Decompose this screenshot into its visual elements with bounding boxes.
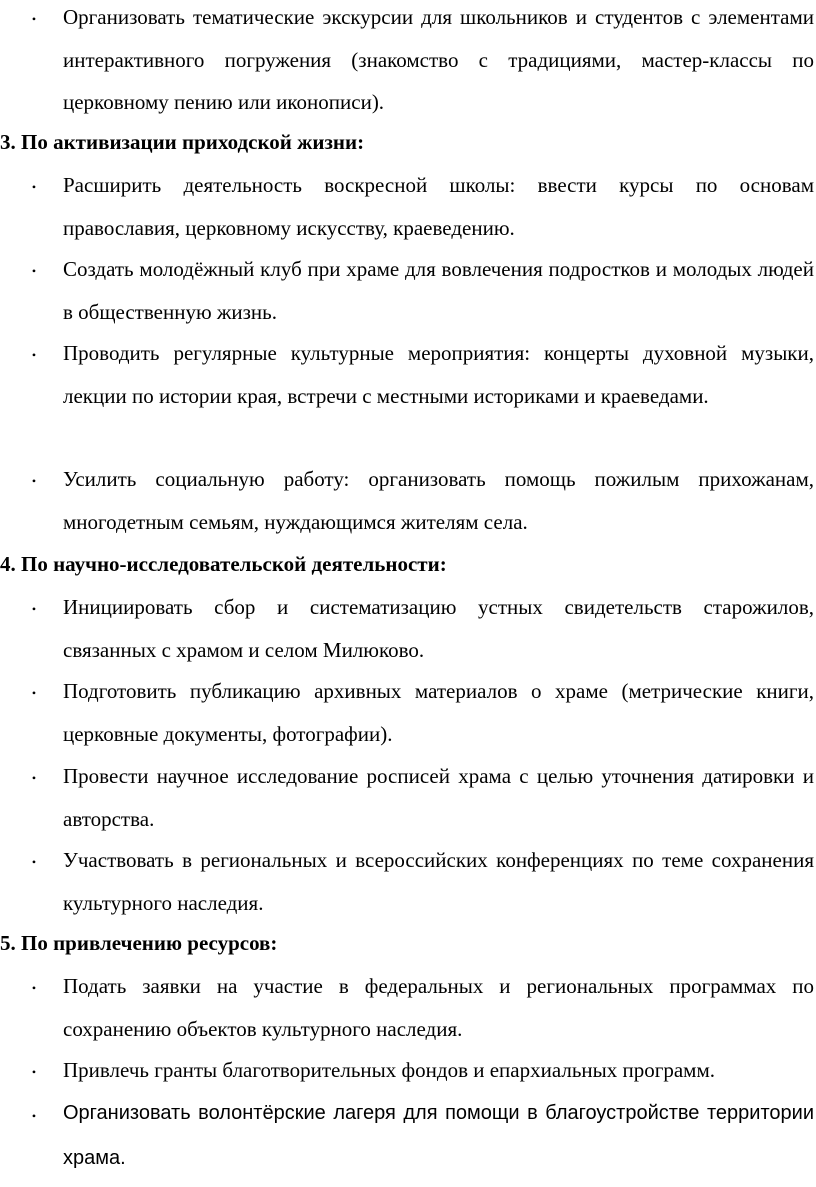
bullet-icon: • bbox=[31, 1109, 37, 1123]
bullet-icon: • bbox=[31, 12, 37, 26]
list-item: Организовать волонтёрские лагеря для помощи в благоустройстве территории храма. bbox=[63, 1102, 814, 1169]
list-item: Расширить деятельность воскресной школы: ввести курсы по основам православия, церковному искусству, краеведению. bbox=[63, 173, 814, 240]
bullet-icon: • bbox=[31, 348, 37, 362]
section-heading: 3. По активизации приходской жизни: bbox=[0, 130, 365, 154]
list-item: Привлечь гранты благотворительных фондов и епархиальных программ. bbox=[63, 1058, 715, 1082]
bullet-icon: • bbox=[31, 1065, 37, 1079]
list-item: Участвовать в региональных и всероссийских конференциях по теме сохранения культурного наследия. bbox=[63, 848, 814, 915]
bullet-icon: • bbox=[31, 180, 37, 194]
list-item: Подготовить публикацию архивных материалов о храме (метрические книги, церковные документы, фотографии). bbox=[63, 679, 814, 746]
bullet-icon: • bbox=[31, 686, 37, 700]
list-item: Организовать тематические экскурсии для школьников и студентов с элементами интерактивного погружения (знакомство с традициями, мастер-классы по церковному пению или иконописи). bbox=[63, 5, 814, 114]
list-item: Проводить регулярные культурные мероприятия: концерты духовной музыки, лекции по истории края, встречи с местными историками и краеведами. bbox=[63, 341, 814, 408]
section-heading: 5. По привлечению ресурсов: bbox=[0, 931, 278, 955]
list-item: Инициировать сбор и систематизацию устных свидетельств старожилов, связанных с храмом и селом Милюково. bbox=[63, 595, 814, 662]
bullet-icon: • bbox=[31, 264, 37, 278]
bullet-icon: • bbox=[31, 602, 37, 616]
bullet-icon: • bbox=[31, 771, 37, 785]
list-item: Усилить социальную работу: организовать помощь пожилым прихожанам, многодетным семьям, нуждающимся жителям села. bbox=[63, 467, 814, 534]
list-item: Провести научное исследование росписей храма с целью уточнения датировки и авторства. bbox=[63, 764, 814, 831]
list-item: Подать заявки на участие в федеральных и региональных программах по сохранению объектов культурного наследия. bbox=[63, 974, 814, 1041]
section-heading: 4. По научно-исследовательской деятельности: bbox=[0, 552, 447, 576]
bullet-icon: • bbox=[31, 855, 37, 869]
bullet-icon: • bbox=[31, 981, 37, 995]
list-item: Создать молодёжный клуб при храме для вовлечения подростков и молодых людей в общественную жизнь. bbox=[63, 257, 814, 324]
bullet-icon: • bbox=[31, 474, 37, 488]
